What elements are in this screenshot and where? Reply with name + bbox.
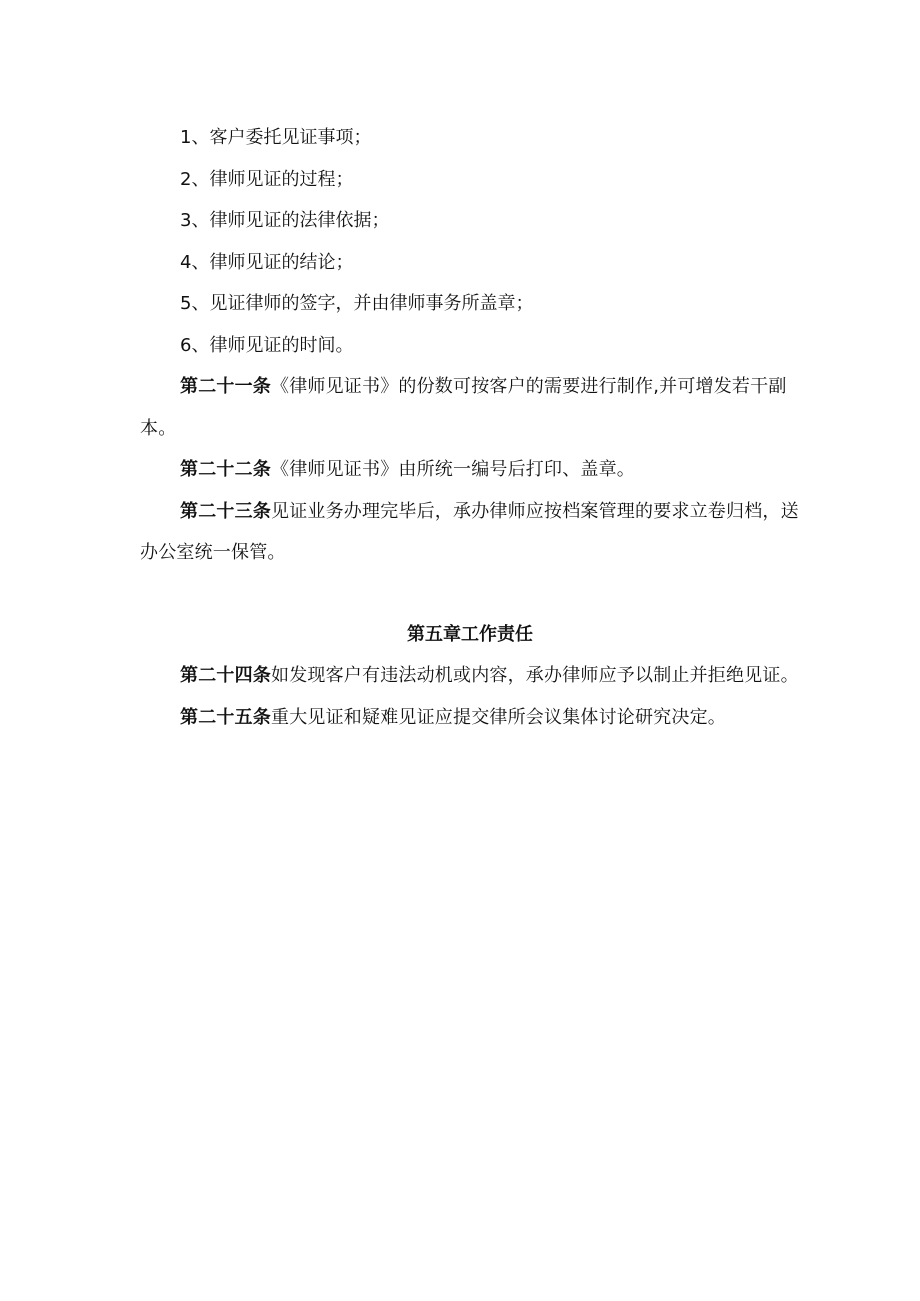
- list-item: 3、律师见证的法律依据；: [180, 210, 390, 231]
- article-label: 第二十三条: [180, 500, 271, 522]
- article-text: 《律师见证书》由所统一编号后打印、盖章。: [271, 459, 635, 480]
- article-text: 重大见证和疑难见证应提交律所会议集体讨论研究决定。: [271, 706, 726, 728]
- article-label: 第二十四条: [180, 665, 271, 686]
- article-25: [140, 697, 800, 739]
- article-22: [140, 449, 800, 491]
- list-item: 1、客户委托见证事项；: [180, 127, 372, 148]
- article-21: [140, 366, 800, 449]
- article-23: [140, 491, 800, 574]
- article-label: 第二十五条: [180, 706, 271, 728]
- document-body: [140, 117, 800, 738]
- contents-list: [140, 117, 800, 366]
- list-item: 6、律师见证的时间。: [180, 334, 354, 356]
- article-text: 见证业务办理完毕后，承办律师应按档案管理的要求立卷归档，送办公室统一保管。: [140, 500, 799, 563]
- list-item: 4、律师见证的结论；: [180, 251, 354, 273]
- article-label: 第二十一条: [180, 376, 271, 397]
- article-24: [140, 655, 800, 697]
- article-text: 《律师见证书》的份数可按客户的需要进行制作,并可增发若干副本。: [140, 376, 787, 439]
- list-item: 5、见证律师的签字，并由律师事务所盖章；: [180, 293, 534, 314]
- list-item: 2、律师见证的过程；: [180, 168, 354, 190]
- article-text: 如发现客户有违法动机或内容，承办律师应予以制止并拒绝见证。: [271, 665, 799, 686]
- chapter-title: 第五章工作责任: [407, 623, 533, 645]
- article-label: 第二十二条: [180, 459, 271, 480]
